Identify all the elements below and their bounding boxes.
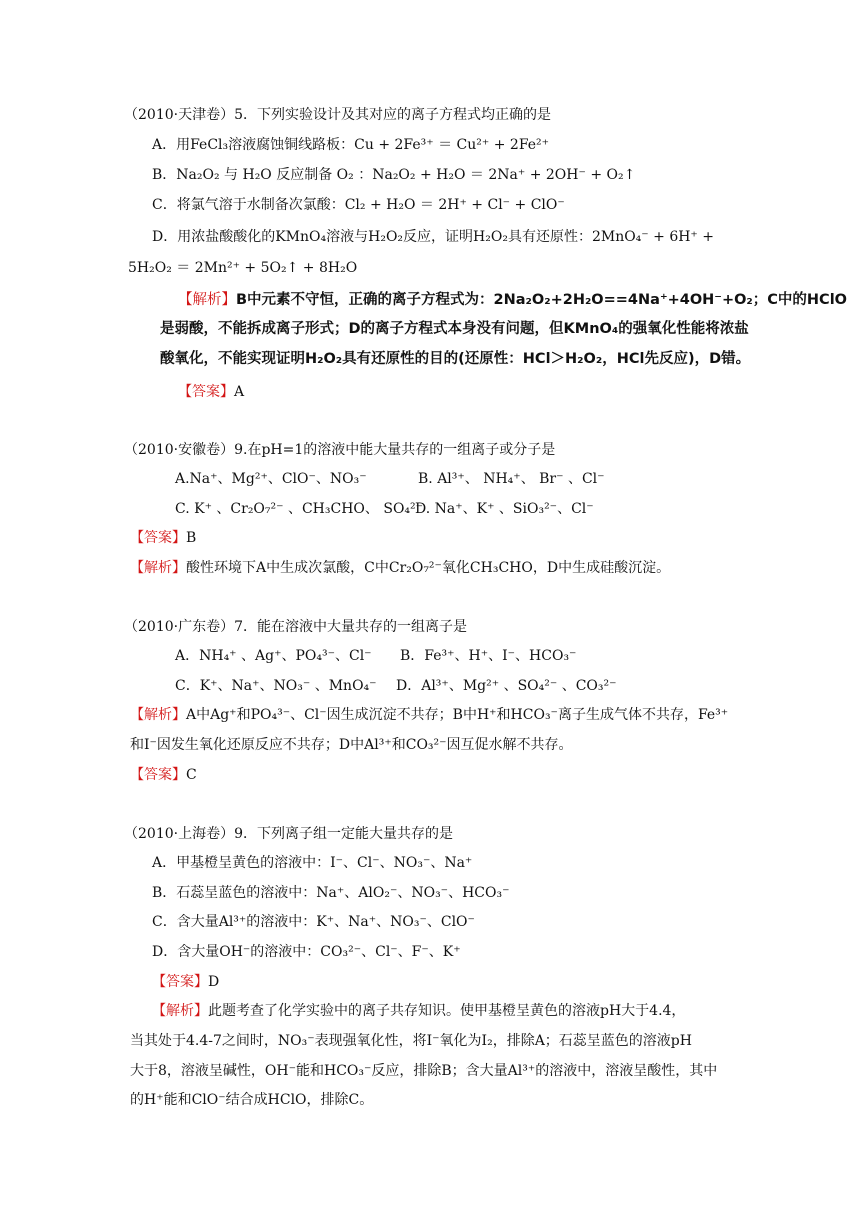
analysis-label: 【解析】	[130, 707, 186, 723]
q2-stem-line	[124, 441, 555, 459]
q4-stem-line	[124, 825, 453, 843]
q4-analysis1: 此题考查了化学实验中的离子共存知识。使甲基橙呈黄色的溶液pH大于4.4，	[208, 1003, 686, 1019]
q2-stem: 9.在pH=1的溶液中能大量共存的一组离子或分子是	[234, 442, 556, 458]
q2-source: （2010·安徽卷）	[124, 442, 235, 458]
q3-analysis-line1	[130, 706, 728, 724]
q3-answer-line	[130, 766, 197, 784]
q1-stem: 5．下列实验设计及其对应的离子方程式均正确的是	[234, 107, 551, 123]
q3-option-a: A．NH₄⁺ 、Ag⁺、PO₄³⁻、Cl⁻	[175, 648, 372, 664]
q4-analysis-line4: 的H⁺能和ClO⁻结合成HClO，排除C。	[130, 1092, 374, 1108]
answer-label: 【答案】	[152, 974, 208, 990]
q2-analysis: 酸性环境下A中生成次氯酸，C中Cr₂O₇²⁻氧化CH₃CHO，D中生成硅酸沉淀。	[186, 560, 671, 576]
answer-label: 【答案】	[130, 530, 186, 546]
q2-option-a: A.Na⁺、Mg²⁺、ClO⁻、NO₃⁻	[175, 471, 367, 487]
q4-analysis-line3: 大于8，溶液呈碱性，OH⁻能和HCO₃⁻反应，排除B；含大量Al³⁺的溶液中，溶液呈酸性，其中	[130, 1063, 718, 1079]
q4-option-c: C．含大量Al³⁺的溶液中：K⁺、Na⁺、NO₃⁻、ClO⁻	[152, 914, 475, 930]
q3-analysis-line2: 和I⁻因发生氧化还原反应不共存；D中Al³⁺和CO₃²⁻因互促水解不共存。	[130, 737, 573, 753]
q1-option-d-line1: D．用浓盐酸酸化的KMnO₄溶液与H₂O₂反应，证明H₂O₂具有还原性：2MnO₄⁻ + 6H⁺ +	[152, 229, 715, 245]
q2-option-d: D. Na⁺、K⁺ 、SiO₃²⁻、Cl⁻	[415, 501, 594, 517]
q2-answer-line	[130, 529, 196, 547]
answer-label: 【答案】	[130, 767, 186, 783]
q3-answer: C	[186, 767, 197, 783]
analysis-label: 【解析】	[130, 560, 186, 576]
q4-analysis-line1	[152, 1002, 685, 1020]
q1-analysis-line3: 酸氧化，不能实现证明H₂O₂具有还原性的目的(还原性：HCl＞H₂O₂，HCl先反应)，D错。	[160, 351, 751, 367]
q3-stem: 7．能在溶液中大量共存的一组离子是	[234, 619, 467, 635]
q3-option-d: D．Al³⁺、Mg²⁺ 、SO₄²⁻ 、CO₃²⁻	[396, 678, 617, 694]
q1-answer: A	[234, 384, 245, 400]
q4-answer: D	[208, 974, 220, 990]
q2-answer: B	[186, 530, 197, 546]
q4-analysis-line2: 当其处于4.4-7之间时，NO₃⁻表现强氧化性，将I⁻氧化为I₂，排除A；石蕊呈蓝色的溶液pH	[130, 1033, 692, 1049]
q3-stem-line	[124, 618, 467, 636]
q4-source: （2010·上海卷）	[124, 826, 235, 842]
q3-source: （2010·广东卷）	[124, 619, 235, 635]
q3-option-b: B．Fe³⁺、H⁺、I⁻、HCO₃⁻	[400, 648, 577, 664]
q1-analysis-line1	[178, 291, 847, 309]
q4-option-b: B．石蕊呈蓝色的溶液中：Na⁺、AlO₂⁻、NO₃⁻、HCO₃⁻	[152, 885, 510, 901]
analysis-label: 【解析】	[152, 1003, 208, 1019]
q3-option-c: C．K⁺、Na⁺、NO₃⁻ 、MnO₄⁻	[175, 678, 377, 694]
q3-analysis1: A中Ag⁺和PO₄³⁻、Cl⁻因生成沉淀不共存；B中H⁺和HCO₃⁻离子生成气体不共存，Fe³⁺	[186, 707, 729, 723]
q1-option-d-line2: 5H₂O₂ ＝ 2Mn²⁺ + 5O₂↑ + 8H₂O	[128, 260, 358, 276]
q4-answer-line	[152, 973, 219, 991]
q1-option-b: B．Na₂O₂ 与 H₂O 反应制备 O₂ ：Na₂O₂ + H₂O ＝ 2Na⁺ + 2OH⁻ + O₂↑	[152, 167, 636, 183]
q1-source: （2010·天津卷）	[124, 107, 235, 123]
q1-analysis-text1: B中元素不守恒，正确的离子方程式为：2Na₂O₂+2H₂O==4Na⁺+4OH⁻+O₂；C中的HClO	[236, 292, 847, 308]
q2-option-b: B. Al³⁺、 NH₄⁺、 Br⁻ 、Cl⁻	[418, 471, 605, 487]
answer-label: 【答案】	[178, 384, 234, 400]
analysis-label: 【解析】	[178, 292, 236, 308]
q2-analysis-line	[130, 559, 670, 577]
q1-option-c: C．将氯气溶于水制备次氯酸：Cl₂ + H₂O ＝ 2H⁺ + Cl⁻ + ClO⁻	[152, 197, 565, 213]
q2-option-c: C. K⁺ 、Cr₂O₇²⁻ 、CH₃CHO、 SO₄²⁻	[175, 501, 424, 517]
q1-answer-line	[178, 383, 244, 401]
q4-option-d: D．含大量OH⁻的溶液中：CO₃²⁻、Cl⁻、F⁻、K⁺	[152, 944, 461, 960]
q1-option-a: A．用FeCl₃溶液腐蚀铜线路板：Cu + 2Fe³⁺ ＝ Cu²⁺ + 2Fe²⁺	[152, 137, 550, 153]
q1-stem-line	[124, 106, 551, 124]
q4-stem: 9．下列离子组一定能大量共存的是	[234, 826, 454, 842]
q4-option-a: A．甲基橙呈黄色的溶液中：I⁻、Cl⁻、NO₃⁻、Na⁺	[152, 855, 473, 871]
q1-analysis-line2: 是弱酸，不能拆成离子形式；D的离子方程式本身没有问题，但KMnO₄的强氧化性能将浓盐	[160, 321, 749, 337]
